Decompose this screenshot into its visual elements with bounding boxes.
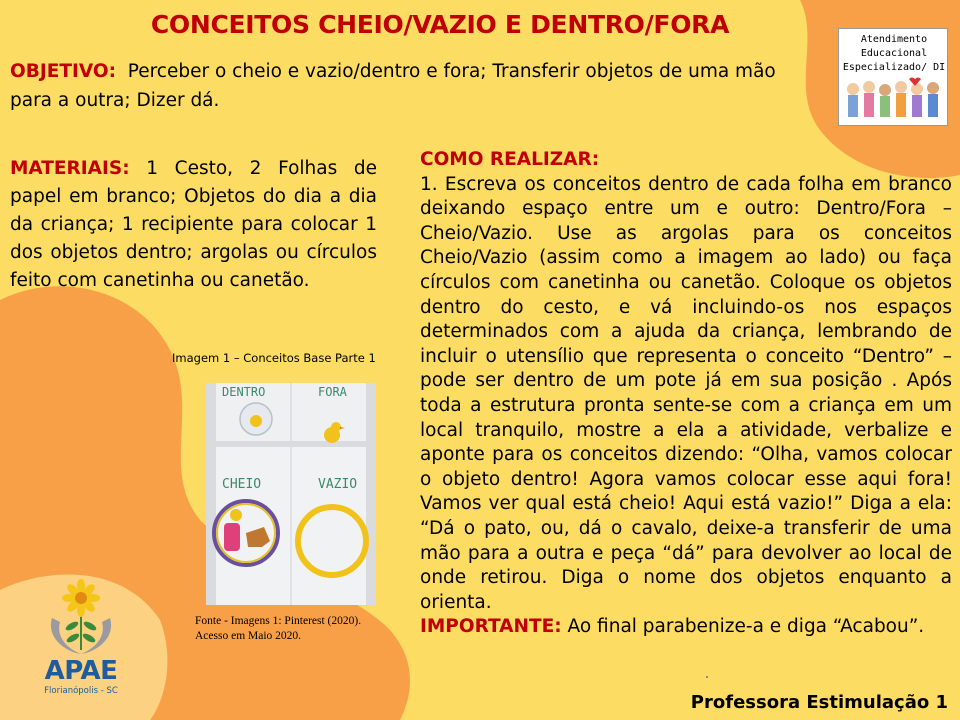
objective-label: OBJETIVO: [10,61,116,82]
children-illustration [843,77,945,123]
how-to-label: COMO REALIZAR: [420,149,600,170]
aee-badge [838,28,948,126]
badge-line-3: Especializado/ DI [842,62,946,73]
image-caption: Imagem 1 – Conceitos Base Parte 1 [172,351,376,365]
apae-city: Florianópolis - SC [44,686,118,696]
concept-photo [206,383,376,605]
photo-word-vazio: VAZIO [318,477,358,492]
materials-text: 1 Cesto, 2 Folhas de papel em branco; Objetos do dia a dia da criança; 1 recipiente para colocar 1 dos objetos dentro; argolas ou círculos feito com canetinha ou canetão. [10,158,377,291]
materials-section [10,155,377,295]
image-source: Fonte - Imagens 1: Pinterest (2020). Acesso em Maio 2020. [195,615,362,642]
badge-text [839,33,949,75]
badge-line-2: Educacional [860,48,928,59]
apae-name: APAE [44,656,118,686]
important-text: Ao final parabenize-a e diga “Acabou”. [567,616,925,638]
photo-word-fora: FORA [318,385,347,399]
stray-dot [706,676,708,678]
page-title: CONCEITOS CHEIO/VAZIO E DENTRO/FORA [150,10,730,39]
important-note [420,615,952,640]
apae-flower-icon [46,578,116,656]
concept-photo-drawing [206,383,376,605]
important-label: IMPORTANTE: [420,616,562,638]
badge-line-1: Atendimento [860,34,928,45]
footer-text: Professora Estimulação 1 [690,692,948,713]
apae-logo [28,578,134,706]
objective-text: Perceber o cheio e vazio/dentro e fora; Transferir objetos de uma mão para a outra; Dizer dá. [10,61,776,111]
materials-label: MATERIAIS: [10,158,130,179]
photo-word-dentro: DENTRO [222,385,266,399]
objective-section [10,57,820,115]
photo-word-cheio: CHEIO [222,477,262,492]
how-to-text: 1. Escreva os conceitos dentro de cada folha em branco deixando espaço entre um e outro: Dentro/Fora – Cheio/Vazio. Use as argolas para os conceitos Cheio/Vazio (assim como a imagem ao lado) ou faça círculos com canetinha ou canetão. Coloque os objetos dentro do cesto, e vá incluindo-os nos espaços determinados com a ajuda da criança, lembrando de incluir o utensílio que representa o conceito “Dentro” – pode ser dentro de um pote já em sua posição . Após toda a estrutura pronta sente-se com a criança em um local tranquilo, mostre a ela a atividade, verbalize e aponte para os conceitos dizendo: “Olha, vamos colocar o objeto dentro! Agora vamos colocar esse aqui fora! Vamos ver qual está cheio! Aqui está vazio!” Diga a ela: “Dá o pato, ou, dá o cavalo, deixe-a transferir de uma mão para a outra e peça “dá” para devolver ao local de onde retirou. Diga o nome dos objetos enquanto a orienta. [420,173,952,613]
how-to-section [420,148,952,640]
